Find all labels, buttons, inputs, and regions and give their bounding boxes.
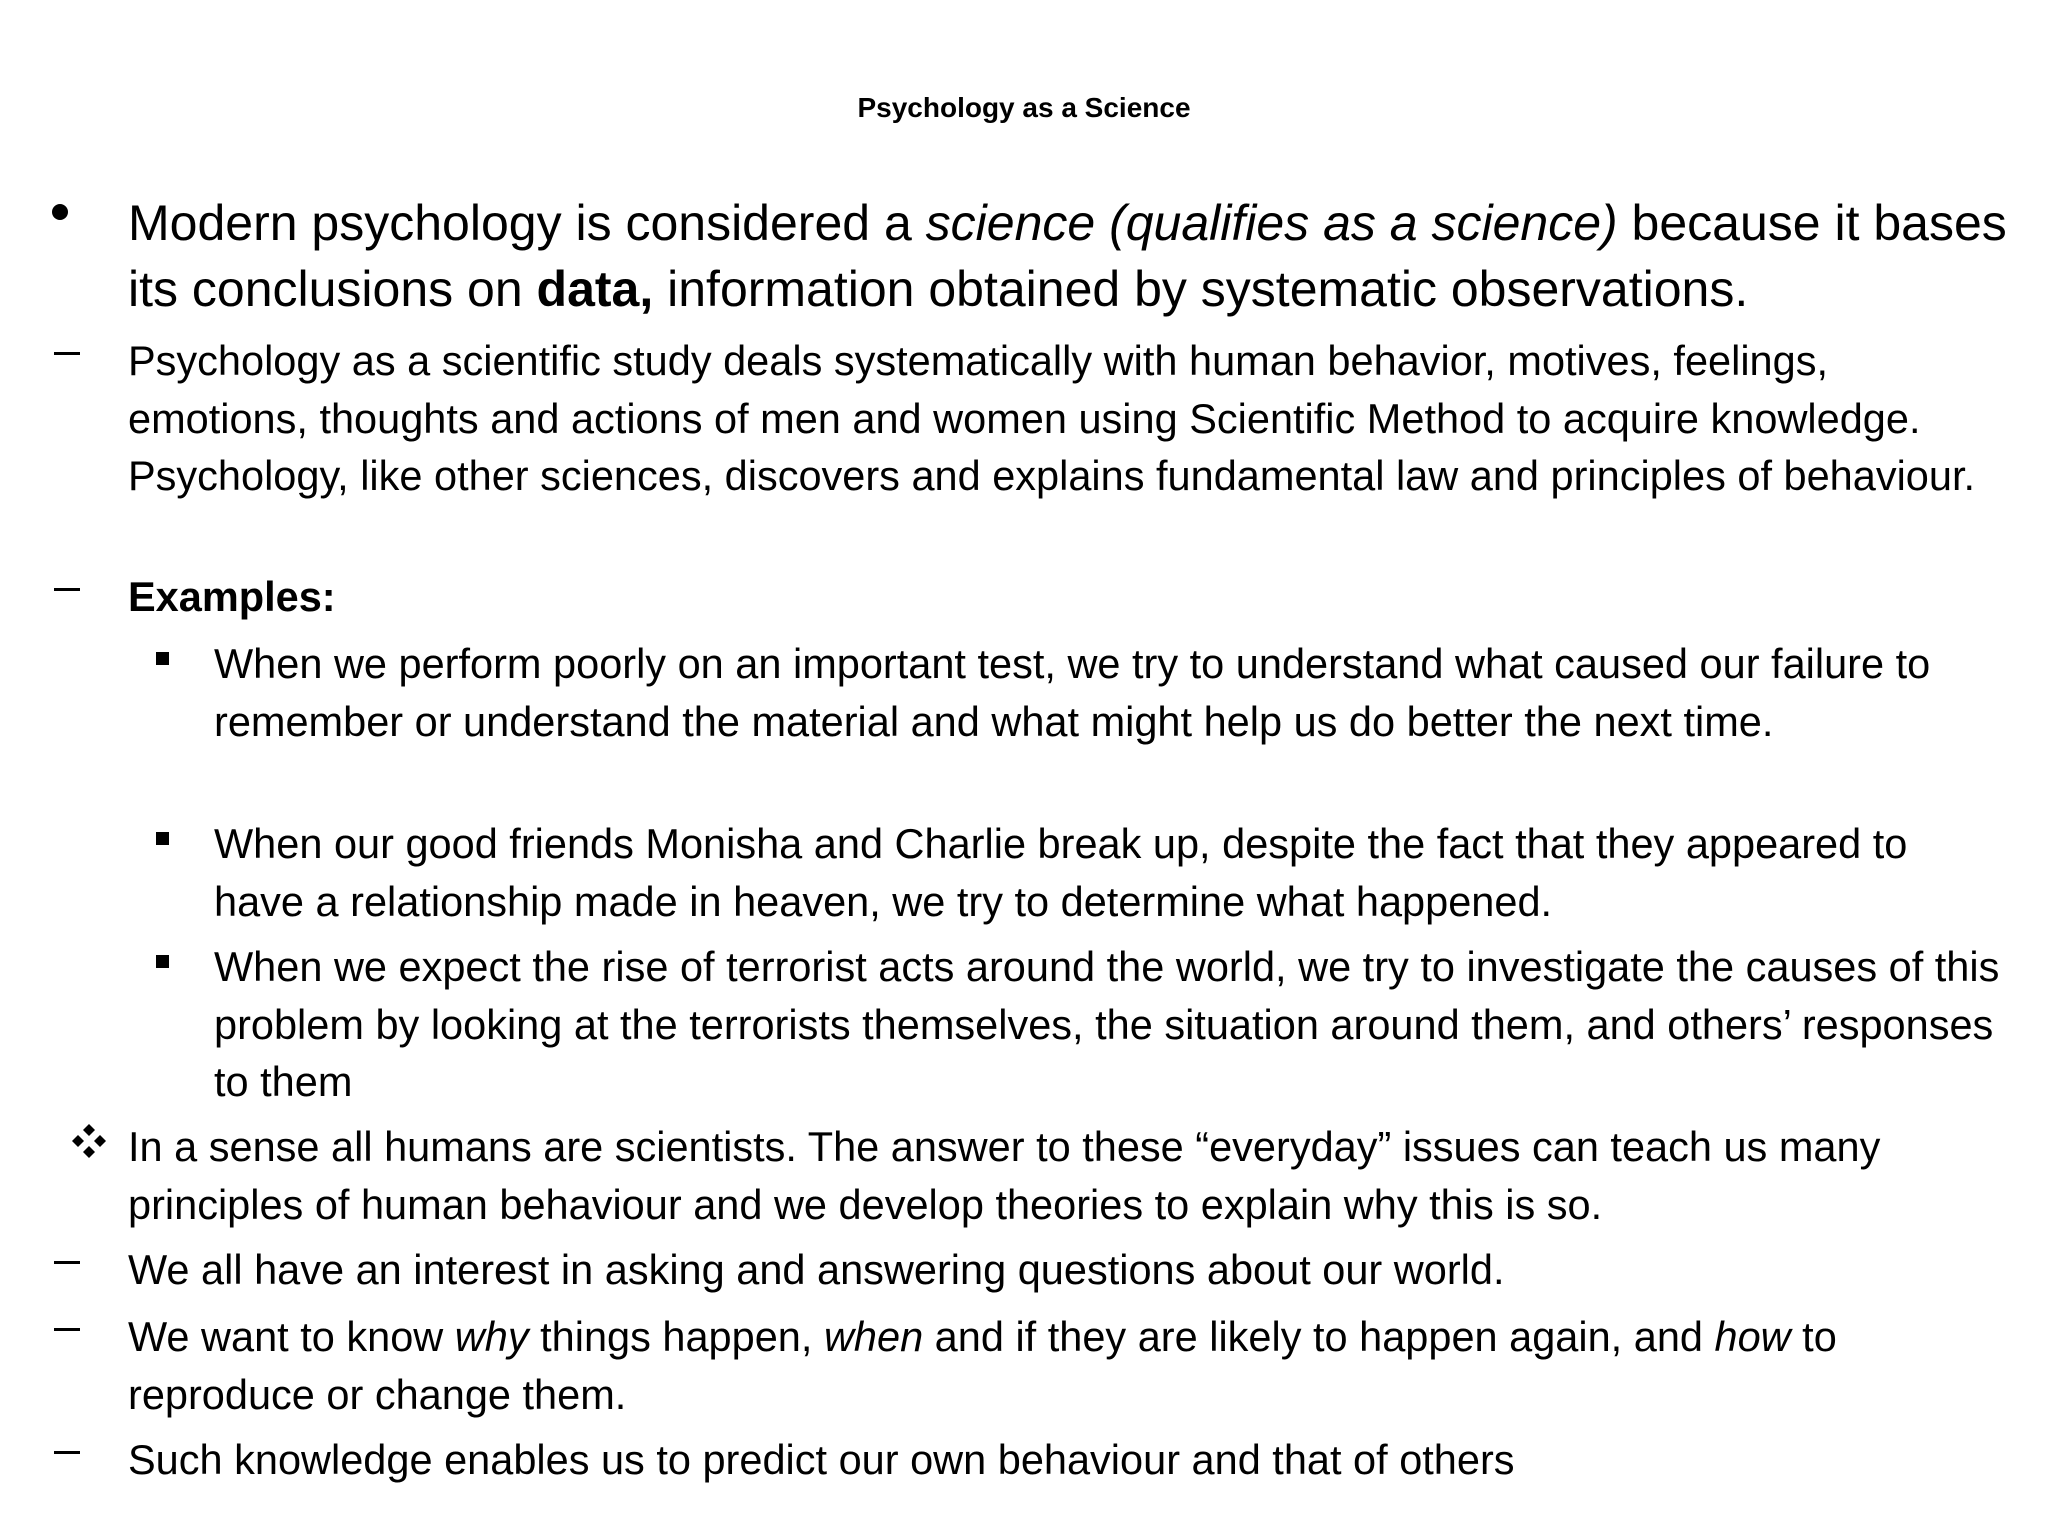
bullet-text <box>128 190 2008 322</box>
dash-icon <box>54 352 80 355</box>
italic-text-segment: how <box>1714 1313 1791 1360</box>
bold-text-segment: data, <box>536 261 654 317</box>
example-text: When our good friends Monisha and Charlie break up, despite the fact that they appeared to have a relationship made in heaven, we try to determine what happened. <box>214 820 1908 925</box>
dash-item-text <box>128 1308 2008 1423</box>
text-segment: Modern psychology is considered a <box>128 195 926 251</box>
bullet-icon <box>52 204 68 220</box>
italic-text-segment: why <box>454 1313 529 1360</box>
text-segment: things happen, <box>528 1313 824 1360</box>
dash-icon <box>54 588 80 591</box>
text-segment: because it bases its conclusions on <box>128 195 2007 317</box>
dash-item-text: Psychology as a scientific study deals systematically with human behavior, motives, feelings, emotions, thoughts and actions of men and women using Scientific Method to acquire knowledge. Psychology, like other sciences, discovers and explains fundamental law and principles of behaviour. <box>128 337 1976 499</box>
four-diamonds-icon <box>70 1122 108 1160</box>
square-bullet-icon <box>156 832 169 845</box>
text-segment: information obtained by systematic observations. <box>653 261 1749 317</box>
dash-item-text: Such knowledge enables us to predict our own behaviour and that of others <box>128 1436 1515 1483</box>
text-segment: We want to know <box>128 1313 455 1360</box>
text-segment: to reproduce or change them. <box>128 1313 1837 1418</box>
examples-heading: Examples: <box>128 573 336 620</box>
text-segment: and if they are likely to happen again, and <box>923 1313 1715 1360</box>
dash-icon <box>54 1261 80 1264</box>
dash-icon <box>54 1328 80 1331</box>
dash-item-text: We all have an interest in asking and answering questions about our world. <box>128 1246 1505 1293</box>
square-bullet-icon <box>156 652 169 665</box>
dash-icon <box>54 1451 80 1454</box>
slide-title: Psychology as a Science <box>857 92 1191 123</box>
example-text: When we expect the rise of terrorist acts around the world, we try to investigate the causes of this problem by looking at the terrorists themselves, the situation around them, and others’ responses to them <box>214 943 2000 1105</box>
italic-text-segment: when <box>823 1313 924 1360</box>
square-bullet-icon <box>156 955 169 968</box>
italic-text-segment: science (qualifies as a science) <box>925 195 1618 251</box>
diamond-item-text: In a sense all humans are scientists. The answer to these “everyday” issues can teach us many principles of human behaviour and we develop theories to explain why this is so. <box>128 1123 1881 1228</box>
example-text: When we perform poorly on an important test, we try to understand what caused our failure to remember or understand the material and what might help us do better the next time. <box>214 640 1931 745</box>
